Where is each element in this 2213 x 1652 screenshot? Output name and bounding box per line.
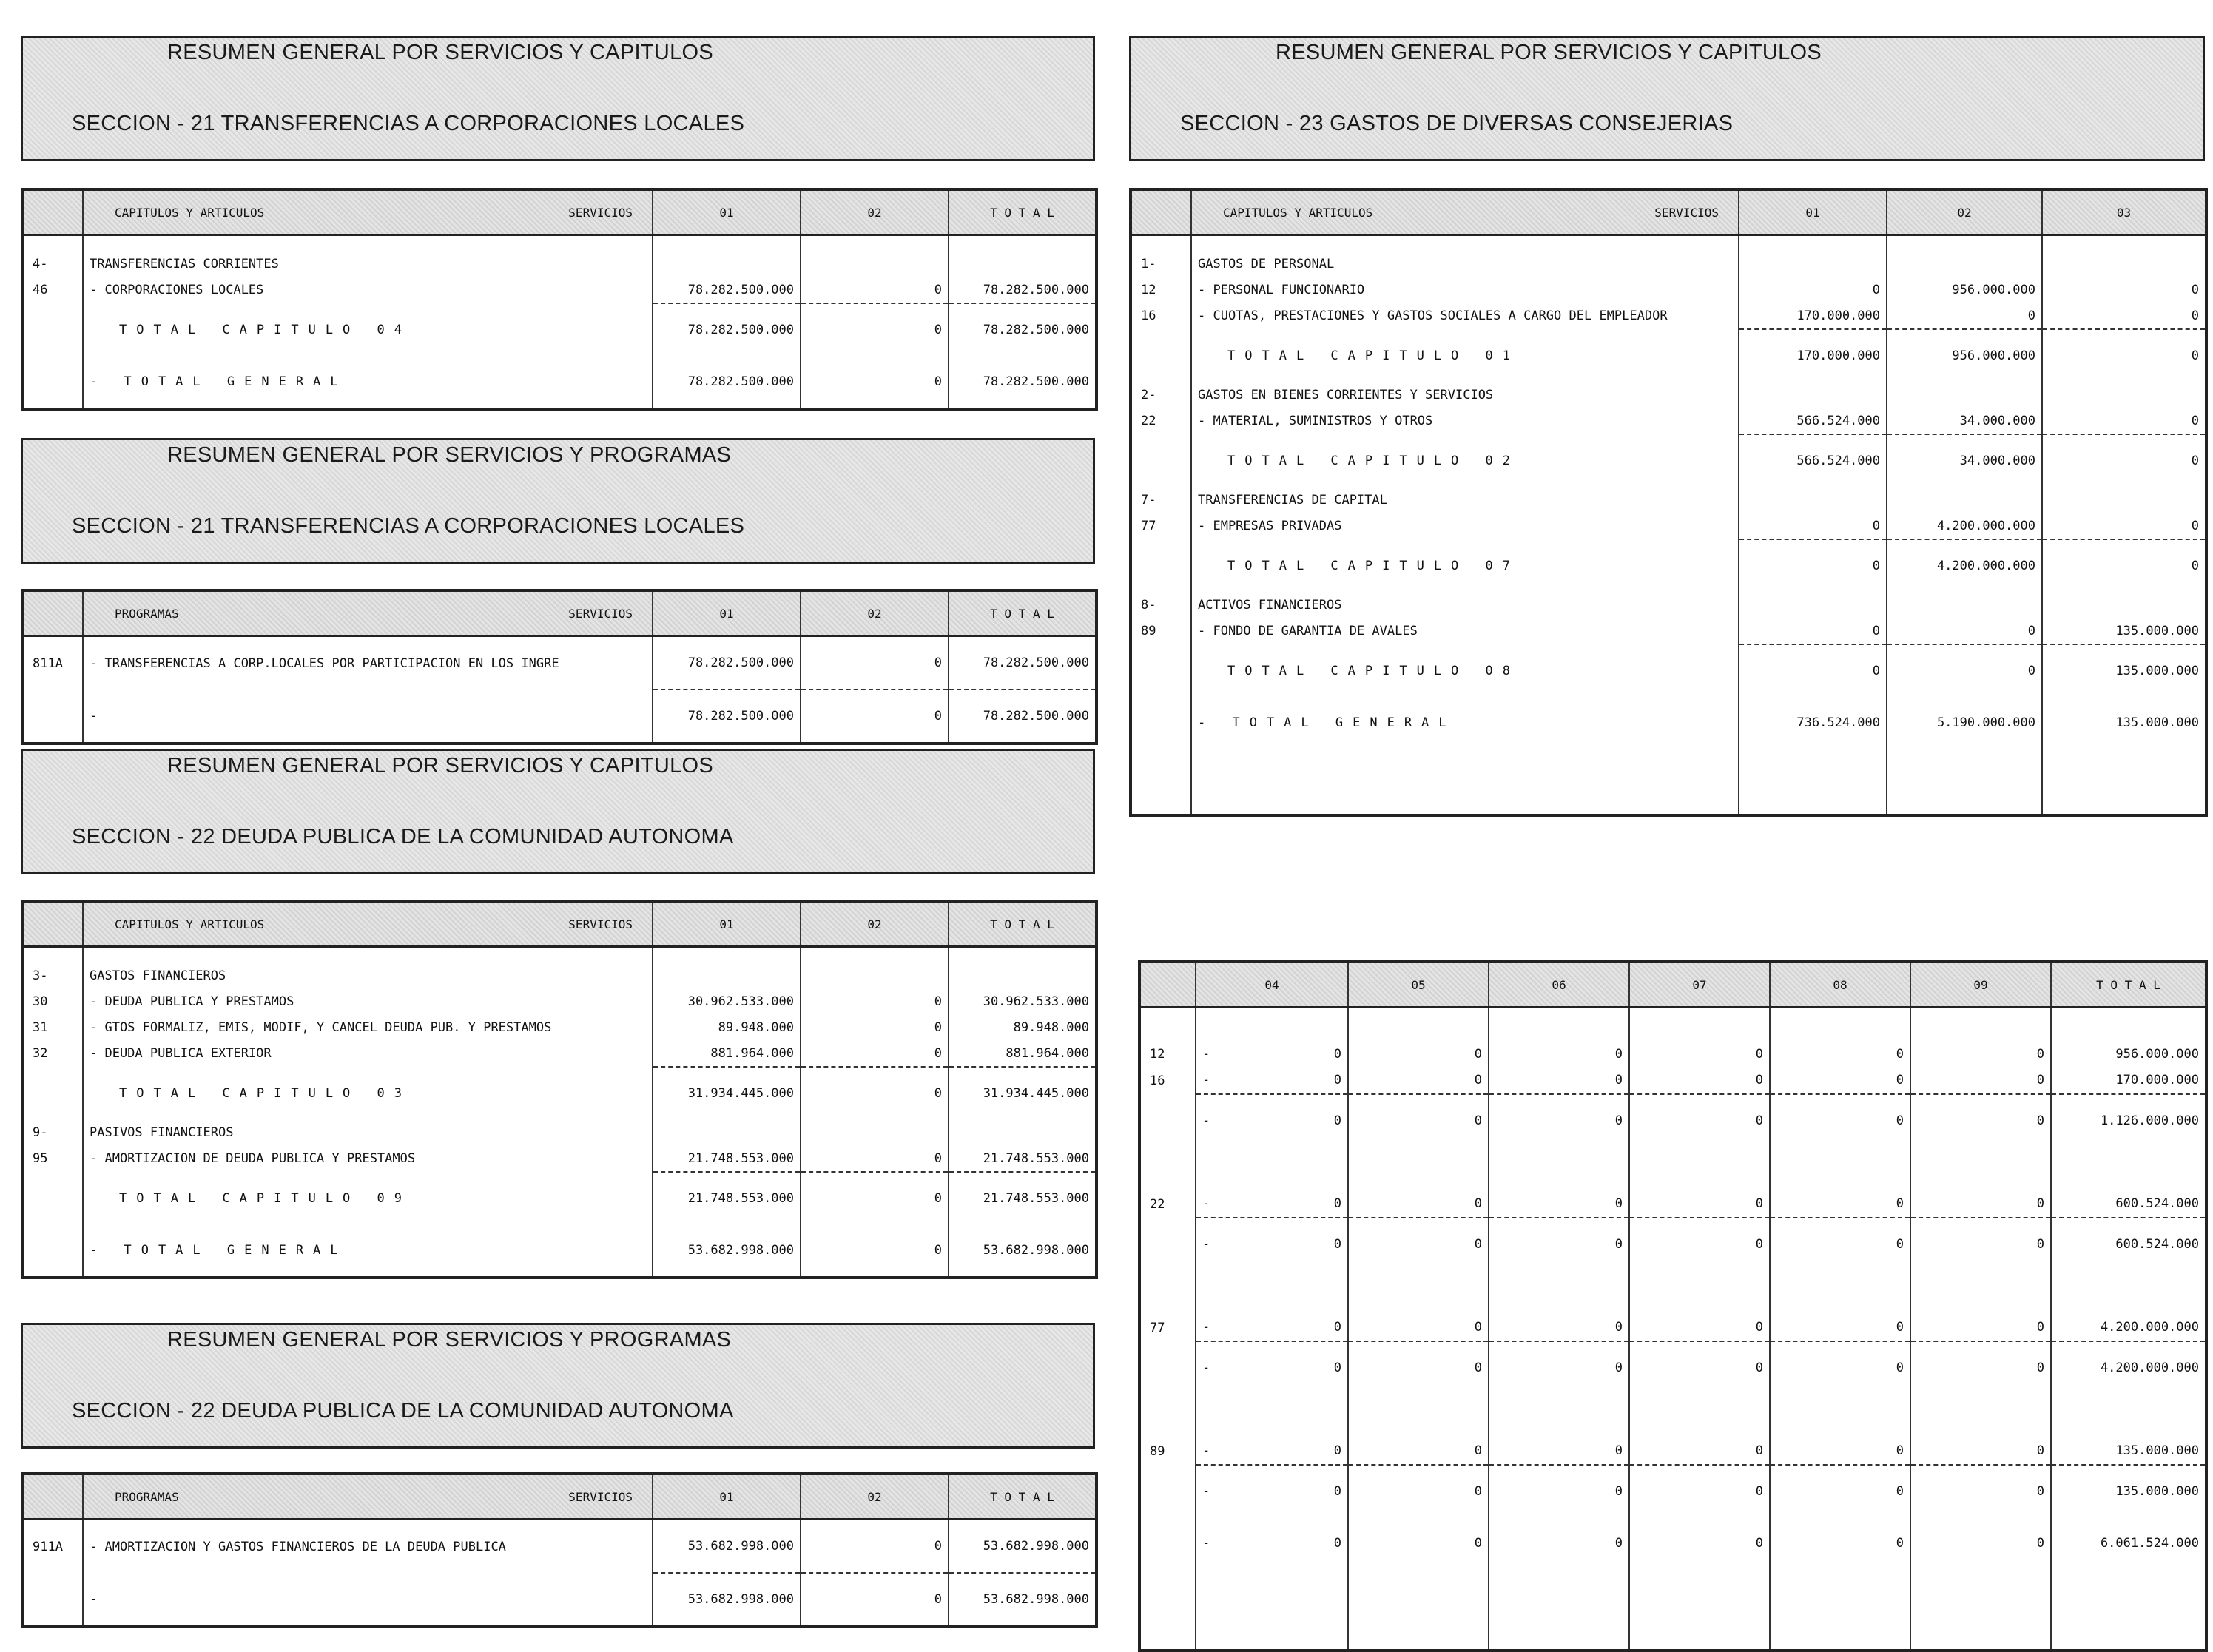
table-header-row xyxy=(1131,189,2206,235)
table-row: - 0 0 0 0 0 0 600.524.000 xyxy=(1139,1218,2206,1270)
header-section: SECCION - 21 TRANSFERENCIAS A CORPORACIONES LOCALES xyxy=(72,514,745,538)
col-header-total: T O T A L xyxy=(949,590,1097,636)
table-row: 16 - CUOTAS, PRESTACIONES Y GASTOS SOCIALES A CARGO DEL EMPLEADOR 170.000.000 0 0 xyxy=(1131,303,2206,329)
col-header-total: T O T A L xyxy=(2051,962,2206,1008)
table-row: - 0 0 0 0 0 0 135.000.000 xyxy=(1139,1465,2206,1517)
table-row: 89 - FONDO DE GARANTIA DE AVALES 0 0 135.000.000 xyxy=(1131,618,2206,644)
table-row: 77 - 0 0 0 0 0 0 4.200.000.000 xyxy=(1139,1315,2206,1341)
col-header-total: T O T A L xyxy=(949,189,1097,235)
table-row: - TOTAL GENERAL 736.524.000 5.190.000.000 135.000.000 xyxy=(1131,697,2206,749)
header-title: RESUMEN GENERAL POR SERVICIOS Y CAPITULOS xyxy=(1276,41,1822,64)
col-header-desc: CAPITULOS Y ARTICULOS xyxy=(115,205,265,220)
col-header-06: 06 xyxy=(1489,962,1629,1008)
section-22-programs-header xyxy=(21,1323,1095,1449)
table-row: 46 - CORPORACIONES LOCALES 78.282.500.000 0 78.282.500.000 xyxy=(22,277,1097,303)
col-header-01: 01 xyxy=(653,189,801,235)
section-21-chapters-header xyxy=(21,36,1095,161)
col-header-08: 08 xyxy=(1770,962,1910,1008)
table-row: 8- ACTIVOS FINANCIEROS xyxy=(1131,592,2206,618)
col-header-02: 02 xyxy=(801,901,949,947)
table-row: 9- PASIVOS FINANCIEROS xyxy=(22,1119,1097,1145)
col-header-services: SERVICIOS xyxy=(568,606,633,621)
col-header-services: SERVICIOS xyxy=(1654,205,1719,220)
table-row: - 0 0 0 0 0 0 1.126.000.000 xyxy=(1139,1094,2206,1147)
section-21-programs-table xyxy=(21,589,1098,745)
table-row: 95 - AMORTIZACION DE DEUDA PUBLICA Y PRESTAMOS 21.748.553.000 0 21.748.553.000 xyxy=(22,1145,1097,1172)
col-header-services: SERVICIOS xyxy=(568,205,633,220)
table-row: 3- GASTOS FINANCIEROS xyxy=(22,962,1097,988)
table-row: 12 - 0 0 0 0 0 0 956.000.000 xyxy=(1139,1042,2206,1068)
table-row: 22 - MATERIAL, SUMINISTROS Y OTROS 566.524.000 34.000.000 0 xyxy=(1131,408,2206,434)
table-row: 4- TRANSFERENCIAS CORRIENTES xyxy=(22,251,1097,277)
header-title: RESUMEN GENERAL POR SERVICIOS Y PROGRAMAS xyxy=(167,443,732,467)
table-header-row xyxy=(1139,962,2206,1008)
table-row: TOTAL CAPITULO 02 566.524.000 34.000.000 0 xyxy=(1131,434,2206,487)
section-22-chapters-table xyxy=(21,900,1098,1279)
col-header-desc: PROGRAMAS xyxy=(115,606,179,621)
col-header-total: T O T A L xyxy=(949,901,1097,947)
table-row: TOTAL CAPITULO 04 78.282.500.000 0 78.282.500.000 xyxy=(22,303,1097,356)
table-row: 32 - DEUDA PUBLICA EXTERIOR 881.964.000 0 881.964.000 xyxy=(22,1040,1097,1067)
col-header-services: SERVICIOS xyxy=(568,917,633,931)
section-21-programs-header xyxy=(21,438,1095,564)
col-header-02: 02 xyxy=(801,1474,949,1520)
section-22-chapters-header xyxy=(21,749,1095,874)
col-header-02: 02 xyxy=(801,189,949,235)
table-row: TOTAL CAPITULO 08 0 0 135.000.000 xyxy=(1131,644,2206,697)
table-row: - TOTAL GENERAL 53.682.998.000 0 53.682.998.000 xyxy=(22,1224,1097,1278)
table-row: - TOTAL GENERAL 78.282.500.000 0 78.282.500.000 xyxy=(22,356,1097,409)
col-header-01: 01 xyxy=(653,590,801,636)
col-header-02: 02 xyxy=(801,590,949,636)
table-row: TOTAL CAPITULO 07 0 4.200.000.000 0 xyxy=(1131,539,2206,592)
table-row: 12 - PERSONAL FUNCIONARIO 0 956.000.000 0 xyxy=(1131,277,2206,303)
table-row: 2- GASTOS EN BIENES CORRIENTES Y SERVICIOS xyxy=(1131,382,2206,408)
header-section: SECCION - 21 TRANSFERENCIAS A CORPORACIONES LOCALES xyxy=(72,112,745,135)
section-21-chapters-table xyxy=(21,188,1098,411)
section-22-programs-table xyxy=(21,1472,1098,1628)
table-row: 22 - 0 0 0 0 0 0 600.524.000 xyxy=(1139,1191,2206,1218)
header-title: RESUMEN GENERAL POR SERVICIOS Y CAPITULOS xyxy=(167,41,714,64)
section-23-chapters-header xyxy=(1129,36,2205,161)
section-23-continuation-table xyxy=(1138,960,2208,1652)
col-header-desc: PROGRAMAS xyxy=(115,1489,179,1504)
col-header-desc: CAPITULOS Y ARTICULOS xyxy=(1223,205,1373,220)
table-header-row xyxy=(22,901,1097,947)
col-header-services: SERVICIOS xyxy=(568,1489,633,1504)
table-row: 16 - 0 0 0 0 0 0 170.000.000 xyxy=(1139,1068,2206,1094)
col-header-05: 05 xyxy=(1348,962,1489,1008)
table-row: 89 - 0 0 0 0 0 0 135.000.000 xyxy=(1139,1438,2206,1465)
table-row: TOTAL CAPITULO 09 21.748.553.000 0 21.748.553.000 xyxy=(22,1172,1097,1224)
table-row: - 53.682.998.000 0 53.682.998.000 xyxy=(22,1573,1097,1627)
table-header-row xyxy=(22,590,1097,636)
col-header-01: 01 xyxy=(1739,189,1887,235)
col-header-01: 01 xyxy=(653,1474,801,1520)
table-row: 7- TRANSFERENCIAS DE CAPITAL xyxy=(1131,487,2206,513)
table-row: 911A - AMORTIZACION Y GASTOS FINANCIEROS DE LA DEUDA PUBLICA 53.682.998.000 0 53.682.998.000 xyxy=(22,1520,1097,1574)
col-header-desc: CAPITULOS Y ARTICULOS xyxy=(115,917,265,931)
table-row: - 0 0 0 0 0 0 6.061.524.000 xyxy=(1139,1517,2206,1569)
table-row: - 78.282.500.000 0 78.282.500.000 xyxy=(22,690,1097,744)
table-row: 31 - GTOS FORMALIZ, EMIS, MODIF, Y CANCEL DEUDA PUB. Y PRESTAMOS 89.948.000 0 89.948.000 xyxy=(22,1014,1097,1040)
col-header-01: 01 xyxy=(653,901,801,947)
header-section: SECCION - 22 DEUDA PUBLICA DE LA COMUNIDAD AUTONOMA xyxy=(72,1399,734,1423)
header-title: RESUMEN GENERAL POR SERVICIOS Y PROGRAMAS xyxy=(167,1328,732,1352)
table-row: TOTAL CAPITULO 01 170.000.000 956.000.000 0 xyxy=(1131,329,2206,382)
table-row: TOTAL CAPITULO 03 31.934.445.000 0 31.934.445.000 xyxy=(22,1067,1097,1119)
col-header-07: 07 xyxy=(1629,962,1770,1008)
col-header-03: 03 xyxy=(2042,189,2206,235)
header-section: SECCION - 22 DEUDA PUBLICA DE LA COMUNIDAD AUTONOMA xyxy=(72,825,734,849)
col-header-total: T O T A L xyxy=(949,1474,1097,1520)
col-header-09: 09 xyxy=(1910,962,2051,1008)
table-header-row xyxy=(22,1474,1097,1520)
table-row: 77 - EMPRESAS PRIVADAS 0 4.200.000.000 0 xyxy=(1131,513,2206,539)
table-row: 811A - TRANSFERENCIAS A CORP.LOCALES POR PARTICIPACION EN LOS INGRE 78.282.500.000 0 78.282.500.000 xyxy=(22,636,1097,690)
header-section: SECCION - 23 GASTOS DE DIVERSAS CONSEJERIAS xyxy=(1180,112,1734,135)
table-row: 30 - DEUDA PUBLICA Y PRESTAMOS 30.962.533.000 0 30.962.533.000 xyxy=(22,988,1097,1014)
header-title: RESUMEN GENERAL POR SERVICIOS Y CAPITULOS xyxy=(167,754,714,778)
table-row: - 0 0 0 0 0 0 4.200.000.000 xyxy=(1139,1341,2206,1394)
section-23-chapters-table xyxy=(1129,188,2208,817)
table-header-row xyxy=(22,189,1097,235)
col-header-02: 02 xyxy=(1887,189,2042,235)
table-row: 1- GASTOS DE PERSONAL xyxy=(1131,251,2206,277)
col-header-04: 04 xyxy=(1196,962,1348,1008)
